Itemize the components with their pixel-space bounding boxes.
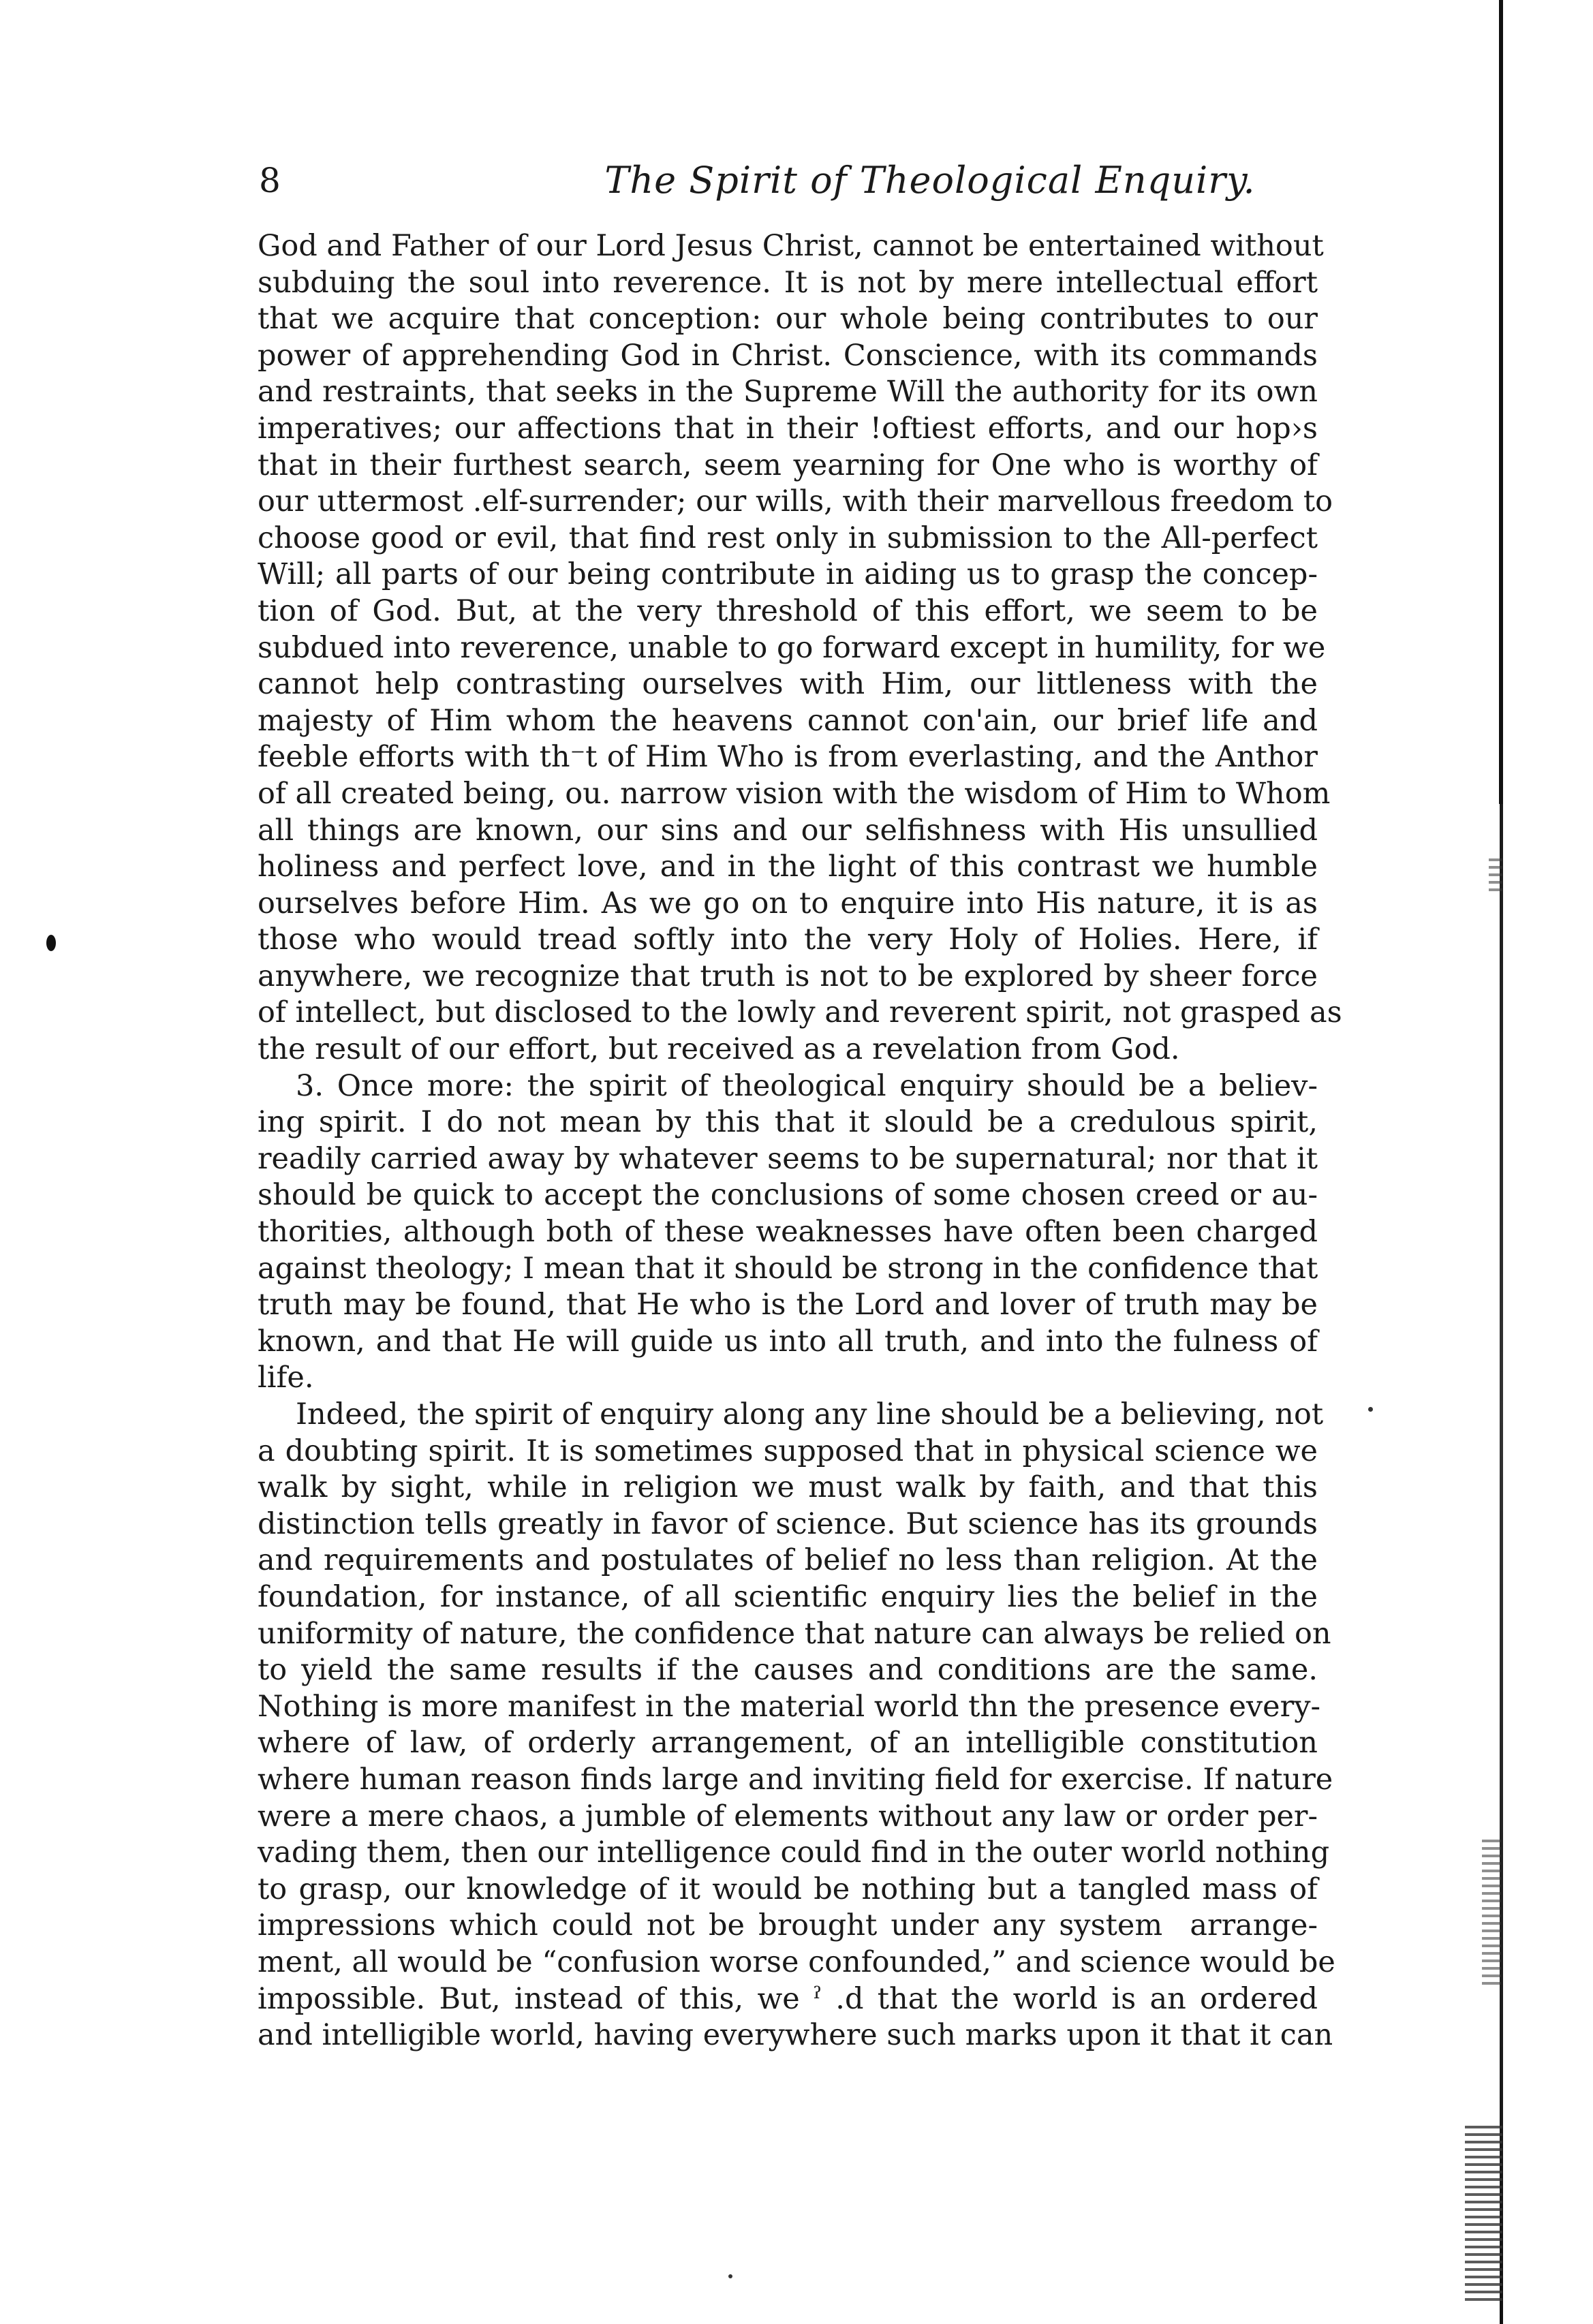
binding-edge-shadow — [1499, 0, 1503, 804]
text-line: holiness and perfect love, and in the light of this contrast we humble — [258, 850, 1318, 884]
text-line: power of apprehending God in Christ. Conscience, with its commands — [258, 338, 1318, 373]
text-line: all things are known, our sins and our selfishness with His unsullied — [258, 813, 1318, 848]
text-line: vading them, then our intelligence could find in the outer world nothing — [258, 1835, 1330, 1870]
text-line: ment, all would be “confusion worse confounded,” and science would be — [258, 1945, 1335, 1979]
text-line: cannot help contrasting ourselves with Him, our littleness with the — [258, 667, 1318, 702]
running-title: The Spirit of Theological Enquiry. — [604, 159, 1256, 202]
text-line: of intellect, but disclosed to the lowly and reverent spirit, not grasped as — [258, 995, 1342, 1030]
text-line: majesty of Him whom the heavens cannot con'ain, our brief life and — [258, 703, 1318, 738]
text-line: foundation, for instance, of all scientific enquiry lies the belief in the — [258, 1579, 1318, 1614]
stray-ink-dot — [1368, 1407, 1373, 1412]
text-line: where of law, of orderly arrangement, of an intelligible constitution — [258, 1726, 1318, 1761]
text-line: life. — [258, 1361, 314, 1395]
text-line: tion of God. But, at the very threshold of this effort, we seem to be — [258, 593, 1318, 628]
text-line: walk by sight, while in religion we must walk by faith, and that this — [258, 1470, 1318, 1505]
text-line: anywhere, we recognize that truth is not to be explored by sheer force — [258, 959, 1318, 993]
text-line: that in their furthest search, seem yearning for One who is worthy of — [258, 448, 1318, 482]
text-line: ing spirit. I do not mean by this that it sl⁠ould be a credulous spirit, — [258, 1105, 1318, 1140]
text-line: God and Father of our Lord Jesus Christ, cannot be entertained without — [258, 229, 1324, 263]
text-line: of all created being, ou. narrow vision with the wisdom of Him to Whom — [258, 776, 1331, 811]
text-line: our uttermost .elf-surrender; our wills, with their marvellous freedom to — [258, 484, 1333, 519]
scan-smudge — [1482, 1840, 1501, 1989]
body-text — [258, 228, 1342, 2054]
text-line: truth may be found, that He who is the Lord and lover of truth may be — [258, 1288, 1318, 1322]
text-line: those who would tread softly into the very Holy of Holies. Here, if — [258, 923, 1318, 957]
page-number: 8 — [259, 161, 281, 200]
scan-smudge — [1489, 858, 1502, 893]
text-line: to grasp, our knowledge of it would be nothing but a tangled mass of — [258, 1872, 1318, 1906]
text-line: Will; all parts of our being contribute in aiding us to grasp the concep- — [258, 557, 1318, 592]
text-line: distinction tells greatly in favor of science. But science has its grounds — [258, 1506, 1318, 1541]
stray-ink-dot — [728, 2274, 732, 2278]
text-line: should be quick to accept the conclusions of some chosen creed or au- — [258, 1178, 1318, 1213]
text-line: and requirements and postulates of belief no less than religion. At the — [258, 1543, 1318, 1578]
scan-smudge — [1465, 2126, 1502, 2303]
text-line: where human reason finds large and inviting field for exercise. If nature — [258, 1762, 1333, 1797]
text-line: 3. Once more: the spirit of theological enquiry should be a believ- — [296, 1068, 1318, 1103]
text-line: a doubting spirit. It is sometimes supposed that in physical science we — [258, 1434, 1318, 1468]
text-line: subdued into reverence, unable to go forward except in humility, for we — [258, 630, 1326, 665]
text-line: against theology; I mean that it should be strong in the confidence that — [258, 1251, 1318, 1286]
text-line: that we acquire that conception: our whole being contributes to our — [258, 302, 1318, 337]
text-line: and intelligible world, having everywhere such marks upon it that it can — [258, 2018, 1333, 2053]
text-line: choose good or evil, that find rest only in submission to the All-perfect — [258, 521, 1318, 555]
text-line: thorities, although both of these weaknesses have often been charged — [258, 1215, 1318, 1250]
text-line: Nothing is more manifest in the material world th⁠n the presence every- — [258, 1689, 1321, 1724]
text-line: to yield the same results if the causes and conditions are the same. — [258, 1653, 1318, 1688]
text-line: and restraints, that seeks in the Supreme Will the authority for its own — [258, 375, 1318, 409]
text-line: feeble efforts with th⁻t of Him Who is from everlasting, and the Anthor — [258, 740, 1318, 775]
text-line: subduing the soul into reverence. It is not by mere intellectual effort — [258, 265, 1318, 300]
text-line: imperatives; our affections that in their !oftiest efforts, and our hop⁠›s — [258, 411, 1318, 446]
text-line: impressions which could not be brought under any system ⁠ arrange- — [258, 1908, 1318, 1943]
text-line: were a mere chaos, a jumble of elements without any law or order per- — [258, 1799, 1318, 1833]
text-line: impossible. But, instead of this, we ˀ .d that the world is an ordered — [258, 1981, 1318, 2016]
text-line: ourselves before Him. As we go on to enquire into His nature, it is as — [258, 886, 1318, 920]
text-line: known, and that He will guide us into all truth, and into the fulness of — [258, 1324, 1318, 1359]
text-line: Indeed, the spirit of enquiry along any line should be a believing, not — [296, 1397, 1324, 1431]
running-head — [259, 153, 1370, 208]
margin-ink-mark — [46, 935, 56, 951]
binding-edge-shadow-lower — [1500, 804, 1503, 2324]
text-line: the result of our effort, but received as a revelation from God. — [258, 1032, 1180, 1067]
text-line: readily carried away by whatever seems to be supernatural; nor that it — [258, 1141, 1318, 1176]
text-line: uniformity of nature, the confidence that nature can always be relied on — [258, 1616, 1331, 1651]
